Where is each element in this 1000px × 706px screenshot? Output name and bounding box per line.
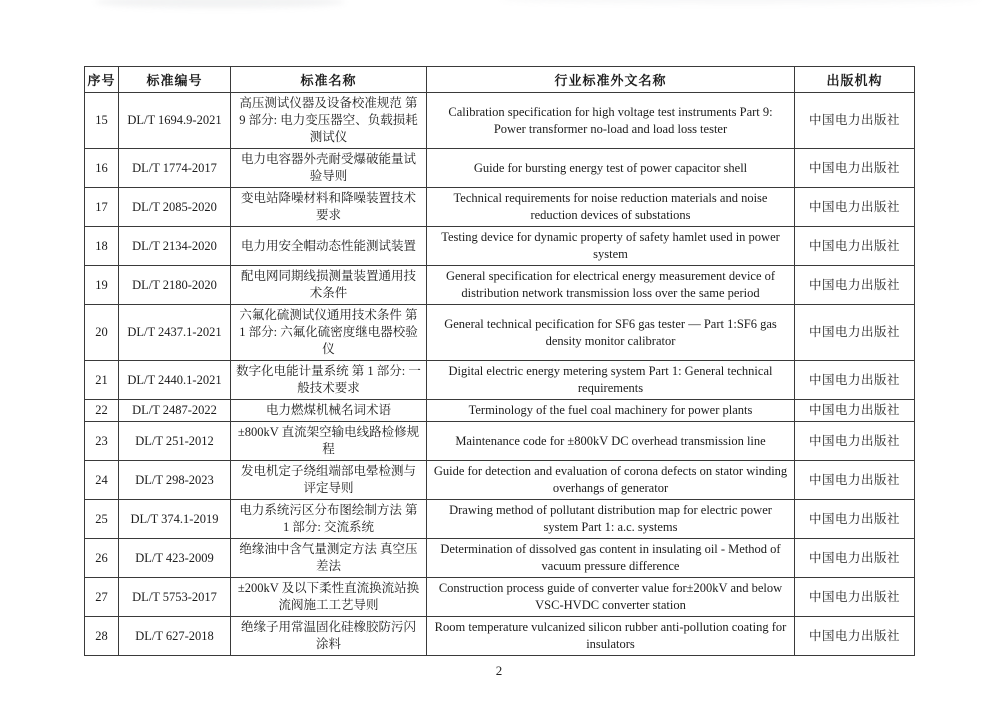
cell-publisher: 中国电力出版社 [795,578,915,617]
cell-standard-name-en: Drawing method of pollutant distribution map for electric power system Part 1: a.c. systems [427,500,795,539]
cell-publisher: 中国电力出版社 [795,422,915,461]
cell-standard-name-en: Digital electric energy metering system Part 1: General technical requirements [427,361,795,400]
table-row [85,617,915,656]
cell-publisher: 中国电力出版社 [795,227,915,266]
cell-serial-number: 26 [85,539,119,578]
cell-standard-name-en: Technical requirements for noise reduction materials and noise reduction devices of substations [427,188,795,227]
cell-serial-number: 19 [85,266,119,305]
cell-standard-name-zh: 绝缘油中含气量测定方法 真空压差法 [231,539,427,578]
cell-standard-name-zh: 绝缘子用常温固化硅橡胶防污闪涂料 [231,617,427,656]
cell-standard-name-zh: 六氟化硫测试仪通用技术条件 第 1 部分: 六氟化硫密度继电器校验仪 [231,305,427,361]
cell-standard-code: DL/T 374.1-2019 [119,500,231,539]
cell-standard-code: DL/T 1694.9-2021 [119,93,231,149]
table-row [85,305,915,361]
table-header-row [85,67,915,93]
cell-standard-code: DL/T 5753-2017 [119,578,231,617]
cell-standard-name-en: Maintenance code for ±800kV DC overhead transmission line [427,422,795,461]
cell-standard-code: DL/T 298-2023 [119,461,231,500]
table-row [85,578,915,617]
cell-standard-name-en: General specification for electrical energy measurement device of distribution network transmission loss over the same period [427,266,795,305]
table-row [85,227,915,266]
table-row [85,361,915,400]
standards-table-body [85,93,915,656]
cell-serial-number: 15 [85,93,119,149]
cell-standard-code: DL/T 2487-2022 [119,400,231,422]
cell-standard-name-zh: 高压测试仪器及设备校准规范 第 9 部分: 电力变压器空、负载损耗测试仪 [231,93,427,149]
cell-serial-number: 21 [85,361,119,400]
cell-standard-name-zh: ±200kV 及以下柔性直流换流站换流阀施工工艺导则 [231,578,427,617]
table-row [85,149,915,188]
cell-standard-name-zh: 配电网同期线损测量装置通用技术条件 [231,266,427,305]
page-number: 2 [495,663,503,678]
table-row [85,461,915,500]
cell-standard-name-zh: 电力系统污区分布图绘制方法 第 1 部分: 交流系统 [231,500,427,539]
cell-publisher: 中国电力出版社 [795,461,915,500]
standards-table [84,66,915,656]
cell-serial-number: 28 [85,617,119,656]
cell-standard-code: DL/T 2085-2020 [119,188,231,227]
table-row [85,266,915,305]
cell-publisher: 中国电力出版社 [795,400,915,422]
cell-standard-name-en: General technical pecification for SF6 gas tester — Part 1:SF6 gas density monitor calibrator [427,305,795,361]
cell-standard-code: DL/T 423-2009 [119,539,231,578]
cell-serial-number: 24 [85,461,119,500]
header-standard-name: 标准名称 [231,67,427,93]
cell-publisher: 中国电力出版社 [795,305,915,361]
cell-serial-number: 20 [85,305,119,361]
header-publisher: 出版机构 [795,67,915,93]
cell-standard-name-en: Terminology of the fuel coal machinery for power plants [427,400,795,422]
cell-publisher: 中国电力出版社 [795,361,915,400]
cell-standard-name-en: Guide for bursting energy test of power capacitor shell [427,149,795,188]
cell-standard-code: DL/T 1774-2017 [119,149,231,188]
table-row [85,500,915,539]
cell-standard-code: DL/T 2180-2020 [119,266,231,305]
cell-standard-code: DL/T 251-2012 [119,422,231,461]
header-serial-number: 序号 [85,67,119,93]
cell-publisher: 中国电力出版社 [795,188,915,227]
cell-standard-code: DL/T 627-2018 [119,617,231,656]
cell-publisher: 中国电力出版社 [795,149,915,188]
cell-publisher: 中国电力出版社 [795,266,915,305]
scan-artifact [95,0,345,8]
scan-artifact [500,0,980,4]
cell-standard-name-en: Determination of dissolved gas content in insulating oil - Method of vacuum pressure difference [427,539,795,578]
header-standard-code: 标准编号 [119,67,231,93]
cell-publisher: 中国电力出版社 [795,617,915,656]
cell-standard-name-zh: 电力燃煤机械名词术语 [231,400,427,422]
cell-standard-name-en: Construction process guide of converter value for±200kV and below VSC-HVDC converter station [427,578,795,617]
cell-serial-number: 22 [85,400,119,422]
cell-publisher: 中国电力出版社 [795,93,915,149]
table-row [85,422,915,461]
cell-publisher: 中国电力出版社 [795,539,915,578]
cell-standard-name-en: Calibration specification for high voltage test instruments Part 9: Power transformer no-load and load loss tester [427,93,795,149]
cell-standard-name-zh: 电力电容器外壳耐受爆破能量试验导则 [231,149,427,188]
cell-serial-number: 16 [85,149,119,188]
cell-standard-name-en: Guide for detection and evaluation of corona defects on stator winding overhangs of generator [427,461,795,500]
table-row [85,93,915,149]
cell-standard-name-zh: 数字化电能计量系统 第 1 部分: 一般技术要求 [231,361,427,400]
cell-standard-code: DL/T 2134-2020 [119,227,231,266]
cell-publisher: 中国电力出版社 [795,500,915,539]
cell-standard-name-en: Testing device for dynamic property of safety hamlet used in power system [427,227,795,266]
cell-standard-code: DL/T 2440.1-2021 [119,361,231,400]
cell-standard-name-en: Room temperature vulcanized silicon rubber anti-pollution coating for insulators [427,617,795,656]
cell-serial-number: 18 [85,227,119,266]
header-standard-name-foreign: 行业标准外文名称 [427,67,795,93]
cell-serial-number: 25 [85,500,119,539]
table-row [85,188,915,227]
cell-standard-name-zh: ±800kV 直流架空输电线路检修规程 [231,422,427,461]
cell-standard-name-zh: 电力用安全帽动态性能测试装置 [231,227,427,266]
cell-standard-code: DL/T 2437.1-2021 [119,305,231,361]
cell-serial-number: 27 [85,578,119,617]
cell-standard-name-zh: 发电机定子绕组端部电晕检测与评定导则 [231,461,427,500]
table-row [85,400,915,422]
cell-serial-number: 23 [85,422,119,461]
cell-standard-name-zh: 变电站降噪材料和降噪装置技术要求 [231,188,427,227]
table-row [85,539,915,578]
cell-serial-number: 17 [85,188,119,227]
